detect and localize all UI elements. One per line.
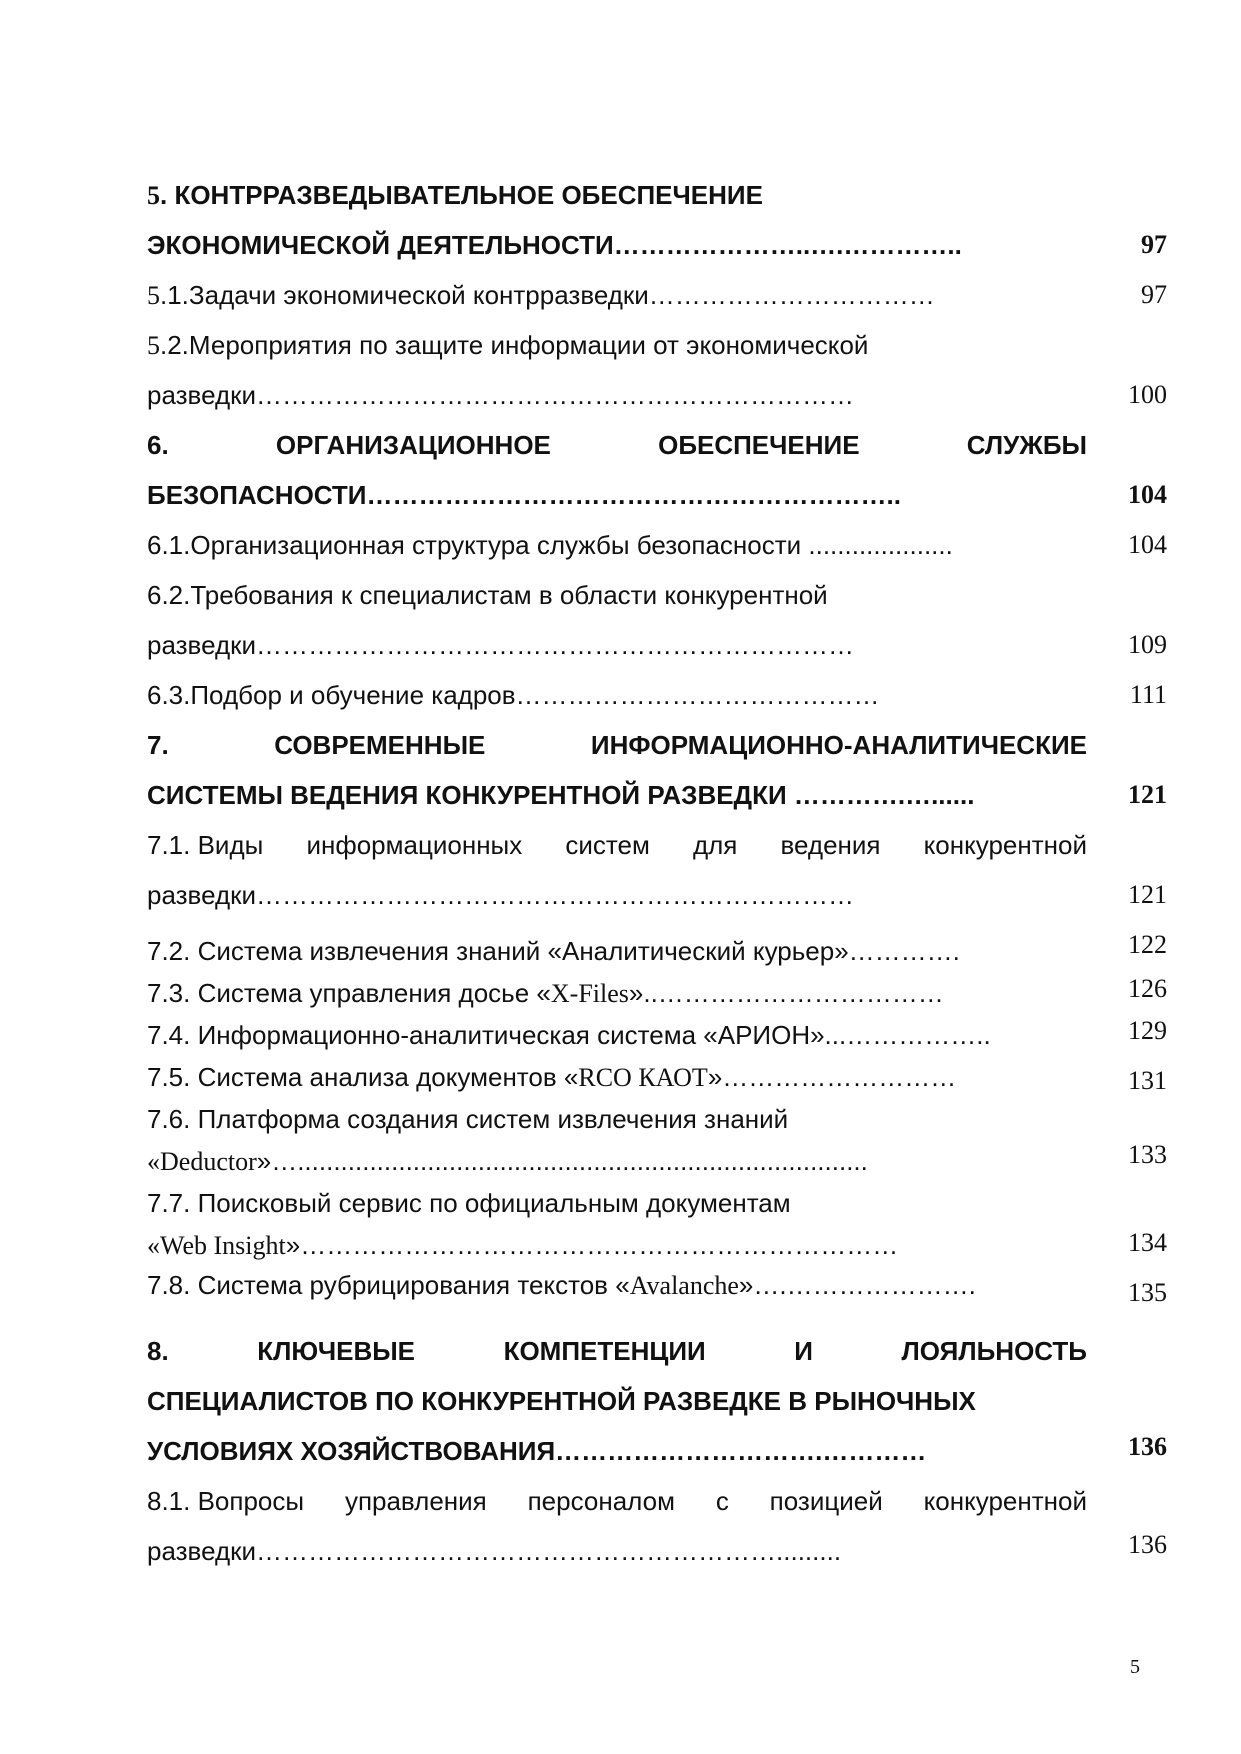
toc-entry-5-2[interactable] xyxy=(147,330,868,361)
entry-word: 7.1. Виды xyxy=(147,830,264,860)
toc-section-5-title[interactable] xyxy=(147,180,763,211)
toc-page-number: 133 xyxy=(1128,1140,1167,1169)
toc-entry-text: »…............................................................................... xyxy=(256,1146,868,1176)
toc-number: 5 xyxy=(147,331,160,360)
toc-entry-6-3[interactable]: 6.3.Подбор и обучение кадров…………………………………… xyxy=(147,680,880,710)
toc-entry-7-3[interactable] xyxy=(147,978,944,1009)
toc-page-number: 104 xyxy=(1128,530,1167,559)
toc-page-number: 111 xyxy=(1129,680,1167,709)
entry-word: конкурентной xyxy=(923,830,1087,860)
toc-entry-product: «Deductor xyxy=(147,1147,257,1176)
toc-entry-product: X-Files xyxy=(550,979,629,1008)
toc-section-8-title-cont2[interactable]: УСЛОВИЯХ ХОЗЯЙСТВОВАНИЯ………………………….………… xyxy=(147,1436,927,1466)
title-word: 7. xyxy=(147,730,169,760)
entry-word: конкурентной xyxy=(923,1486,1087,1516)
toc-entry-5-1[interactable] xyxy=(147,280,935,311)
toc-page-number: 136 xyxy=(1128,1530,1167,1559)
title-word: ОРГАНИЗАЦИОННОЕ xyxy=(275,430,551,460)
title-word: И xyxy=(794,1336,813,1366)
toc-entry-7-7[interactable]: 7.7. Поисковый сервис по официальным документам xyxy=(147,1188,791,1218)
entry-word: управления xyxy=(344,1486,487,1516)
title-word: СОВРЕМЕННЫЕ xyxy=(274,730,486,760)
page-footer-number: 5 xyxy=(1130,1656,1140,1678)
entry-word: с xyxy=(715,1486,729,1516)
toc-section-7-title-cont[interactable]: СИСТЕМЫ ВЕДЕНИЯ КОНКУРЕНТНОЙ РАЗВЕДКИ ………….…...... xyxy=(147,780,975,810)
toc-page-number: 131 xyxy=(1128,1066,1167,1095)
entry-word: информационных xyxy=(306,830,523,860)
title-word: 6. xyxy=(147,430,169,460)
toc-entry-text: 7.8. Система рубрицирования текстов « xyxy=(147,1270,630,1300)
toc-page-number: 97 xyxy=(1141,280,1167,309)
toc-entry-7-7-cont[interactable] xyxy=(147,1230,898,1261)
entry-word: ведения xyxy=(780,830,881,860)
entry-word: систем xyxy=(565,830,650,860)
toc-entry-7-4[interactable]: 7.4. Информационно-аналитическая система «АРИОН»...…………….. xyxy=(147,1020,991,1050)
toc-entry-product: Avalanche xyxy=(629,1271,739,1300)
toc-page-number: 104 xyxy=(1128,480,1167,509)
toc-entry-8-1[interactable] xyxy=(147,1486,1087,1516)
toc-entry-5-2-cont[interactable]: разведки…………………………………………………………… xyxy=(147,380,855,410)
toc-entry-6-2[interactable]: 6.2.Требования к специалистам в области конкурентной xyxy=(147,580,828,610)
title-word: КОМПЕТЕНЦИИ xyxy=(503,1336,706,1366)
toc-section-8-title-cont[interactable]: СПЕЦИАЛИСТОВ ПО КОНКУРЕНТНОЙ РАЗВЕДКЕ В РЫНОЧНЫХ xyxy=(147,1386,976,1416)
toc-page-number: 121 xyxy=(1128,880,1167,909)
toc-entry-product: «Web Insight xyxy=(147,1231,286,1260)
entry-word: персоналом xyxy=(527,1486,675,1516)
toc-number: 5 xyxy=(147,281,160,310)
toc-entry-8-1-cont[interactable]: разведки……………………………………………………......... xyxy=(147,1536,842,1566)
toc-section-6-title-cont[interactable]: БЕЗОПАСНОСТИ…………………………………………………….. xyxy=(147,480,901,510)
title-word: КЛЮЧЕВЫЕ xyxy=(257,1336,416,1366)
toc-entry-text: »..…………………………… xyxy=(628,978,944,1008)
toc-page-number: 122 xyxy=(1128,930,1167,959)
toc-entry-6-1[interactable]: 6.1.Организационная структура службы безопасности .................... xyxy=(147,530,953,560)
entry-word: 8.1. Вопросы xyxy=(147,1486,305,1516)
title-word: ЛОЯЛЬНОСТЬ xyxy=(901,1336,1087,1366)
toc-entry-7-6[interactable]: 7.6. Платформа создания систем извлечения знаний xyxy=(147,1104,789,1134)
toc-entry-text: .1.Задачи экономической контрразведки…………………………… xyxy=(160,280,935,310)
toc-section-6-title[interactable] xyxy=(147,430,1087,460)
toc-entry-product: RCO КАОТ xyxy=(578,1063,708,1092)
toc-entry-text: 7.5. Система анализа документов « xyxy=(147,1062,579,1092)
title-word: ИНФОРМАЦИОННО-АНАЛИТИЧЕСКИЕ xyxy=(590,730,1087,760)
title-word: 8. xyxy=(147,1336,169,1366)
toc-page-number: 136 xyxy=(1128,1432,1167,1461)
toc-entry-text: »….…………………. xyxy=(738,1270,976,1300)
toc-page-number: 100 xyxy=(1128,380,1167,409)
toc-entry-7-1[interactable] xyxy=(147,830,1087,860)
toc-entry-7-8[interactable] xyxy=(147,1270,976,1301)
toc-page-number: 129 xyxy=(1128,1016,1167,1045)
toc-entry-text: »…………………………………………………………… xyxy=(285,1230,899,1260)
toc-page-number: 121 xyxy=(1128,780,1167,809)
toc-page-number: 97 xyxy=(1141,230,1167,259)
toc-page-number: 134 xyxy=(1128,1228,1167,1257)
toc-entry-7-2[interactable]: 7.2. Система извлечения знаний «Аналитический курьер»…………. xyxy=(147,936,960,966)
toc-entry-7-6-cont[interactable] xyxy=(147,1146,868,1177)
toc-entry-7-5[interactable] xyxy=(147,1062,956,1093)
toc-entry-text: »……………………… xyxy=(707,1062,957,1092)
toc-entry-6-2-cont[interactable]: разведки…………………………………………………………… xyxy=(147,630,855,660)
toc-page-number: 135 xyxy=(1128,1278,1167,1307)
toc-entry-7-1-cont[interactable]: разведки…………………………………………………………… xyxy=(147,880,855,910)
toc-entry-text: .2.Мероприятия по защите информации от экономической xyxy=(160,330,869,360)
toc-entry-text: 7.3. Система управления досье « xyxy=(147,978,551,1008)
toc-page-number: 109 xyxy=(1128,630,1167,659)
toc-number: 5 xyxy=(147,181,160,210)
toc-section-8-title[interactable] xyxy=(147,1336,1087,1366)
entry-word: для xyxy=(692,830,738,860)
toc-title-text: . КОНТРРАЗВЕДЫВАТЕЛЬНОЕ ОБЕСПЕЧЕНИЕ xyxy=(160,180,763,210)
title-word: СЛУЖБЫ xyxy=(966,430,1087,460)
toc-section-7-title[interactable] xyxy=(147,730,1087,760)
toc-section-5-title-cont[interactable]: ЭКОНОМИЧЕСКОЙ ДЕЯТЕЛЬНОСТИ…………………..….………….. xyxy=(147,230,962,260)
title-word: ОБЕСПЕЧЕНИЕ xyxy=(658,430,860,460)
entry-word: позицией xyxy=(769,1486,883,1516)
toc-page-number: 126 xyxy=(1128,974,1167,1003)
